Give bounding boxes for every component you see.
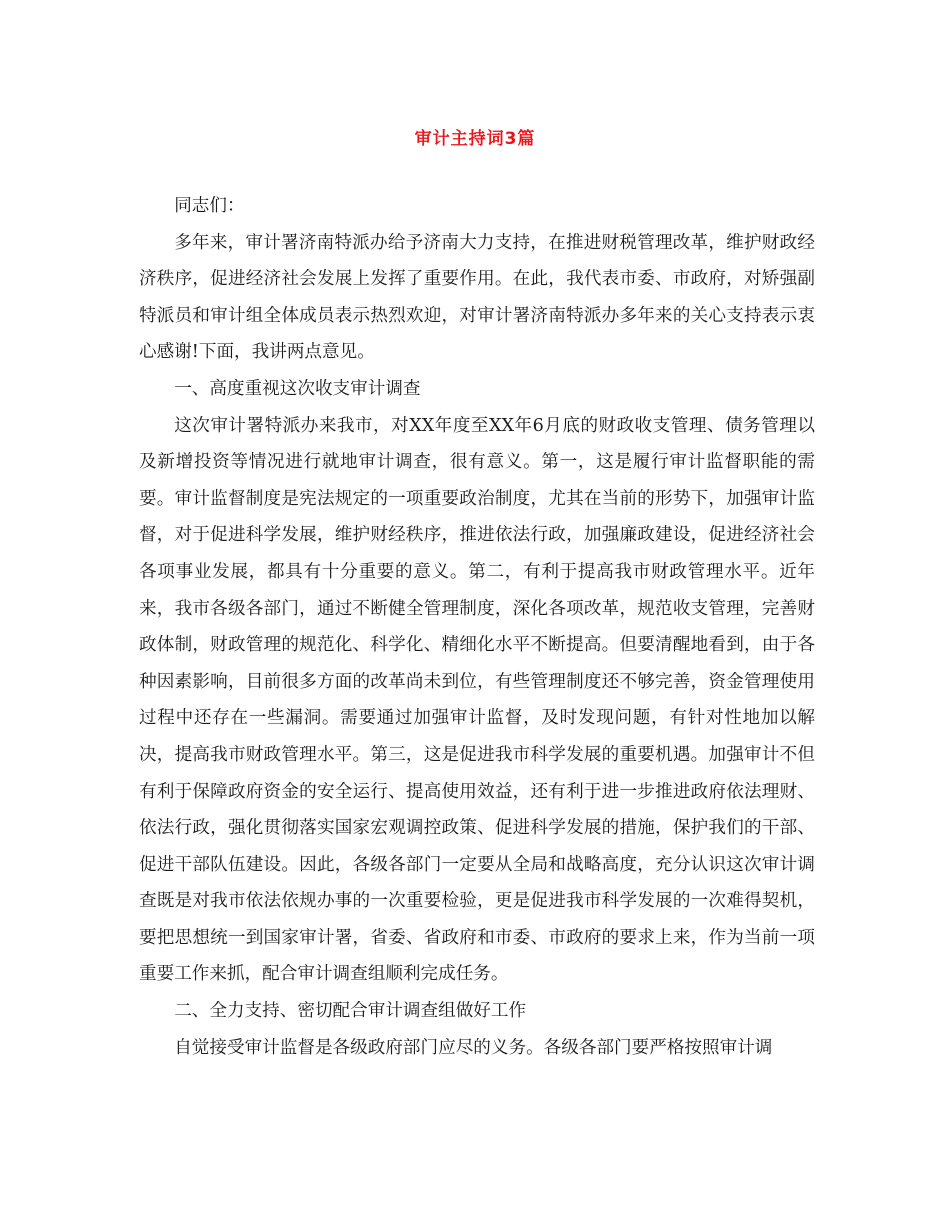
salutation: 同志们： bbox=[174, 196, 245, 216]
section-heading-1: 一、高度重视这次收支审计调查 bbox=[174, 378, 421, 399]
document-title: 审计主持词3篇 bbox=[414, 129, 536, 149]
section-1-paragraph: 这次审计署特派办来我市，对XX年度至XX年6月底的财政收支管理、债务管理以及新增投资等情况进行就地审计调查，很有意义。第一，这是履行审计监督职能的需要。审计监督制度是宪法规定的一项重要政治制度，尤其在当前的形势下，加强审计监督，对于促进科学发展，维护财经秩序，推进依法行政，加强廉政建设，促进经济社会各项事业发展，都具有十分重要的意义。第二，有利于提高我市财政管理水平。近年来，我市各级各部门，通过不断健全管理制度，深化各项改革，规范收支管理，完善财政体制，财政管理的规范化、科学化、精细化水平不断提高。但要清醒地看到，由于各种因素影响，目前很多方面的改革尚未到位，有些管理制度还不够完善，资金管理使用过程中还存在一些漏洞。需要通过加强审计监督，及时发现问题，有针对性地加以解决，提高我市财政管理水平。第三，这是促进我市科学发展的重要机遇。加强审计不但有利于保障政府资金的安全运行、提高使用效益，还有利于进一步推进政府依法理财、依法行政，强化贯彻落实国家宏观调控政策、促进科学发展的措施，保护我们的干部、促进干部队伍建设。因此，各级各部门一定要从全局和战略高度，充分认识这次审计调查既是对我市依法依规办事的一次重要检验，更是促进我市科学发展的一次难得契机，要把思想统一到国家审计署，省委、省政府和市委、市政府的要求上来，作为当前一项重要工作来抓，配合审计调查组顺利完成任务。 bbox=[139, 415, 815, 985]
section-2-paragraph: 自觉接受审计监督是各级政府部门应尽的义务。各级各部门要严格按照审计调 bbox=[174, 1037, 773, 1058]
intro-paragraph: 多年来，审计署济南特派办给予济南大力支持，在推进财税管理改革，维护财政经济秩序，促进经济社会发展上发挥了重要作用。在此，我代表市委、市政府，对矫强副特派员和审计组全体成员表示热烈欢迎，对审计署济南特派办多年来的关心支持表示衷心感谢!下面，我讲两点意见。 bbox=[139, 232, 815, 363]
document-body bbox=[139, 188, 815, 1066]
section-heading-2: 二、全力支持、密切配合审计调查组做好工作 bbox=[174, 1001, 527, 1022]
